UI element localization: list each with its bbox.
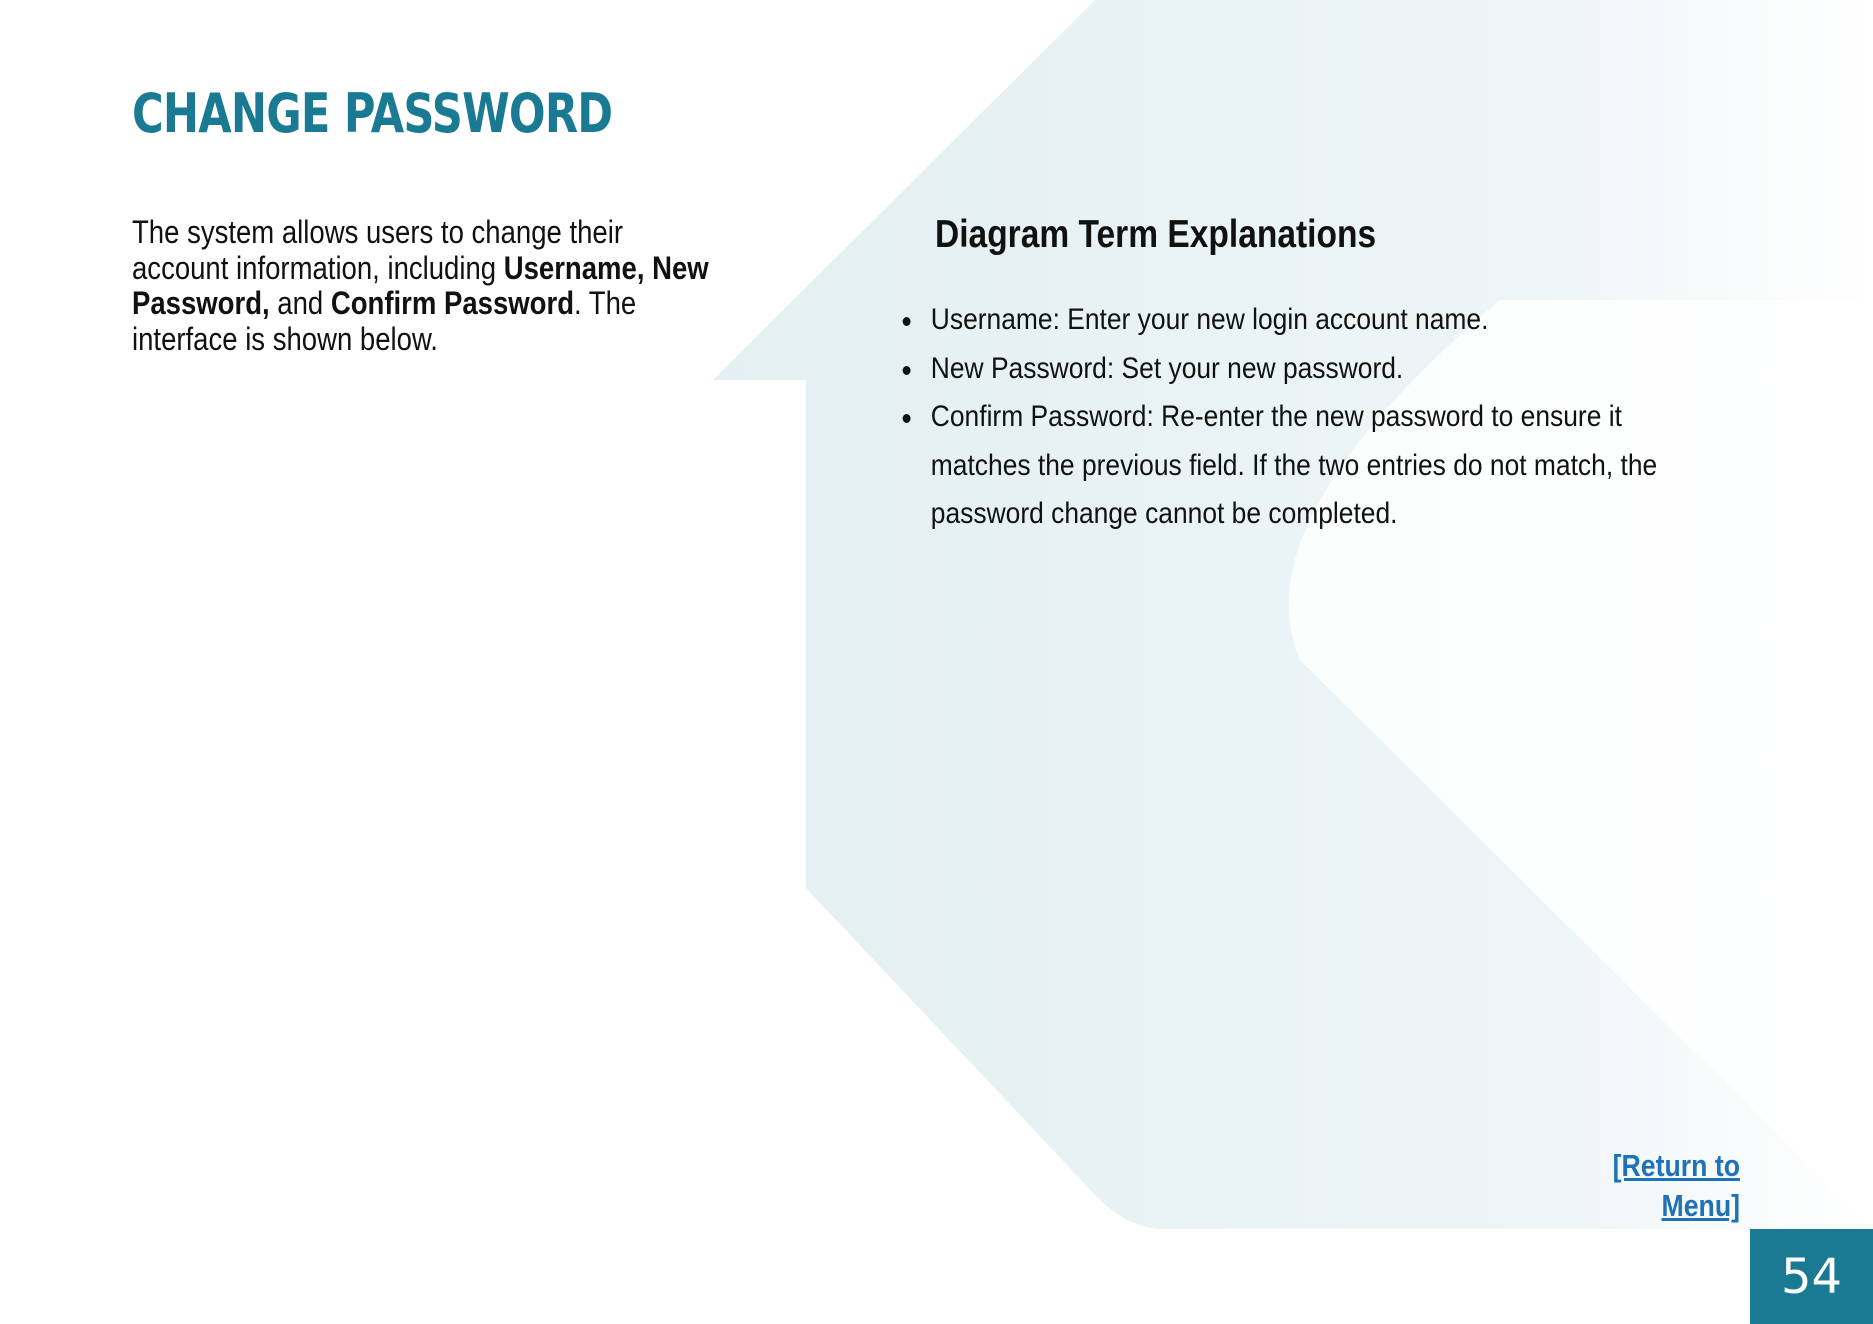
page-number: 54 — [1780, 1248, 1843, 1305]
page-number-badge — [1750, 1229, 1873, 1324]
term-item-username — [900, 296, 1710, 345]
intro-bold-confirm: Confirm Password — [330, 285, 574, 321]
intro-text-end: . The interface is shown below. — [132, 285, 637, 357]
term-item-confirm-password — [900, 393, 1710, 539]
terms-list — [900, 296, 1710, 539]
intro-text-and: and — [269, 285, 331, 321]
bullet-dot-icon — [903, 317, 911, 326]
intro-paragraph — [132, 215, 725, 357]
bullet-dot-icon — [903, 366, 911, 375]
intro-text: The system allows users to change their account information, including — [132, 214, 623, 286]
bullet-dot-icon — [903, 414, 911, 423]
term-item-new-password — [900, 345, 1710, 394]
term-text: Username: Enter your new login account name. — [930, 303, 1489, 336]
page-title: CHANGE PASSWORD — [132, 82, 613, 145]
return-to-menu-link[interactable]: [Return to Menu] — [1612, 1148, 1740, 1223]
term-text: New Password: Set your new password. — [930, 351, 1404, 385]
intro-bold-fields: Username, New Password, — [132, 249, 709, 321]
terms-heading: Diagram Term Explanations — [935, 213, 1377, 256]
term-text: Confirm Password: Re-enter the new password to ensure it matches the previous field. If the two entries do not match, the password change cannot be completed. — [930, 400, 1658, 530]
